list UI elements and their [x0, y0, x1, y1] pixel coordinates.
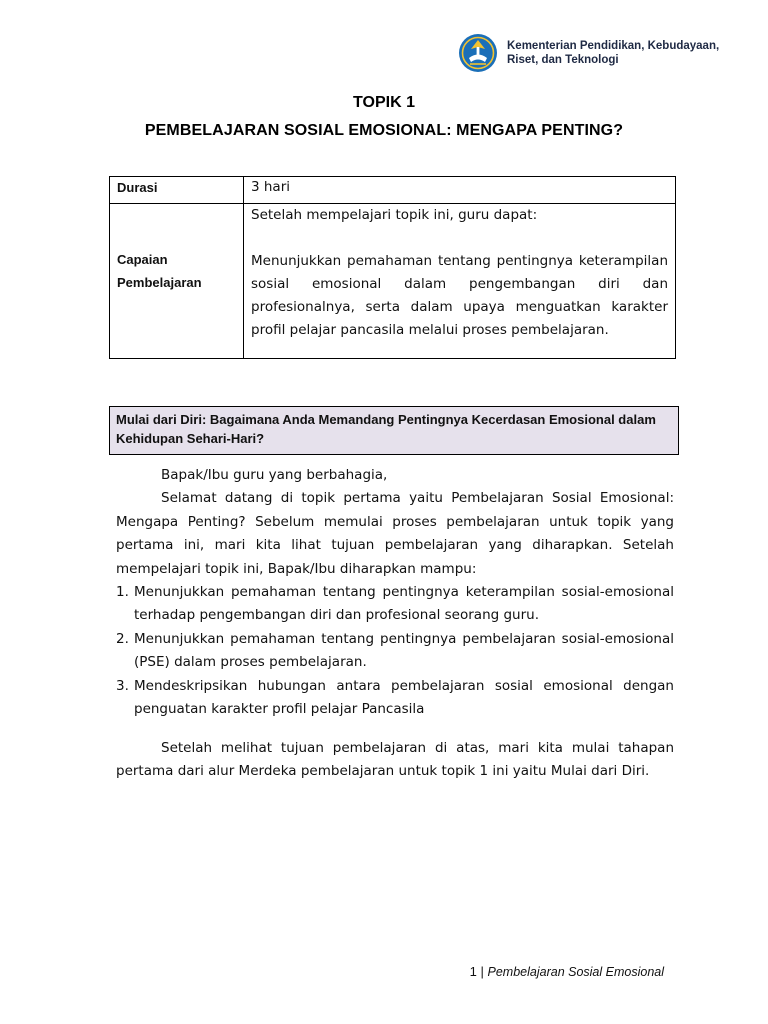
intro-section [116, 464, 674, 721]
closing-section [116, 737, 674, 784]
goal-text: Menunjukkan pemahaman tentang pentingnya pembelajaran sosial-emosional (PSE) dalam proses pembelajaran. [134, 630, 674, 671]
start-from-self-box: Mulai dari Diri: Bagaimana Anda Memandang Pentingnya Kecerdasan Emosional dalam Kehidupan Sehari-Hari? [109, 406, 679, 455]
topic-title: PEMBELAJARAN SOSIAL EMOSIONAL: MENGAPA PENTING? [144, 122, 624, 139]
ministry-name-line1: Kementerian Pendidikan, Kebudayaan, [507, 40, 720, 52]
learning-goal-item [116, 675, 674, 722]
learning-outcome-row [110, 204, 676, 359]
goal-number: 1. [116, 584, 129, 601]
duration-row [110, 177, 676, 204]
outcome-label-line1: Capaian [117, 252, 168, 267]
intro-paragraph: Selamat datang di topik pertama yaitu Pembelajaran Sosial Emosional: Mengapa Penting? Sebelum memulai proses pembelajaran untuk topik yang pertama ini, mari kita lihat tujuan pembelajaran yang diharapkan. Setelah mempelajari topik ini, Bapak/Ibu diharapkan mampu: [116, 490, 674, 577]
topic-number: TOPIK 1 [353, 94, 415, 111]
duration-value-cell [244, 177, 676, 204]
tut-wuri-handayani-emblem-icon [458, 33, 498, 73]
goal-number: 3. [116, 677, 129, 694]
learning-goal-item [116, 581, 674, 628]
ministry-name-line2: Riset, dan Teknologi [507, 54, 619, 66]
outcome-value-cell [244, 204, 676, 359]
page-number: 1 [469, 964, 477, 979]
page-footer [470, 964, 664, 979]
ministry-name [507, 39, 719, 67]
ministry-header [458, 33, 719, 73]
outcome-intro: Setelah mempelajari topik ini, guru dapat: [251, 207, 538, 223]
duration-value: 3 hari [251, 179, 291, 195]
goal-text: Mendeskripsikan hubungan antara pembelajaran sosial emosional dengan penguatan karakter profil pelajar Pancasila [134, 677, 674, 718]
greeting-paragraph: Bapak/Ibu guru yang berbahagia, [161, 467, 388, 483]
footer-separator: | [480, 964, 484, 979]
duration-label-cell [110, 177, 244, 204]
duration-label: Durasi [117, 180, 158, 195]
topic-info-table [109, 176, 676, 359]
closing-paragraph: Setelah melihat tujuan pembelajaran di atas, mari kita mulai tahapan pertama dari alur Merdeka pembelajaran untuk topik 1 ini yaitu Mulai dari Diri. [116, 740, 674, 780]
outcome-body: Menunjukkan pemahaman tentang pentingnya keterampilan sosial emosional dalam pengembangan diri dan profesionalnya, serta dalam upaya menguatkan karakter profil pelajar pancasila melalui proses pembelajaran. [251, 253, 668, 338]
outcome-label-cell [110, 204, 244, 359]
outcome-label-line2: Pembelajaran [117, 275, 202, 290]
footer-page-title: Pembelajaran Sosial Emosional [487, 965, 664, 979]
learning-goals-list [116, 581, 674, 721]
goal-text: Menunjukkan pemahaman tentang pentingnya keterampilan sosial-emosional terhadap pengembangan diri dan profesional seorang guru. [134, 584, 674, 624]
learning-goal-item [116, 628, 674, 675]
goal-number: 2. [116, 630, 129, 647]
